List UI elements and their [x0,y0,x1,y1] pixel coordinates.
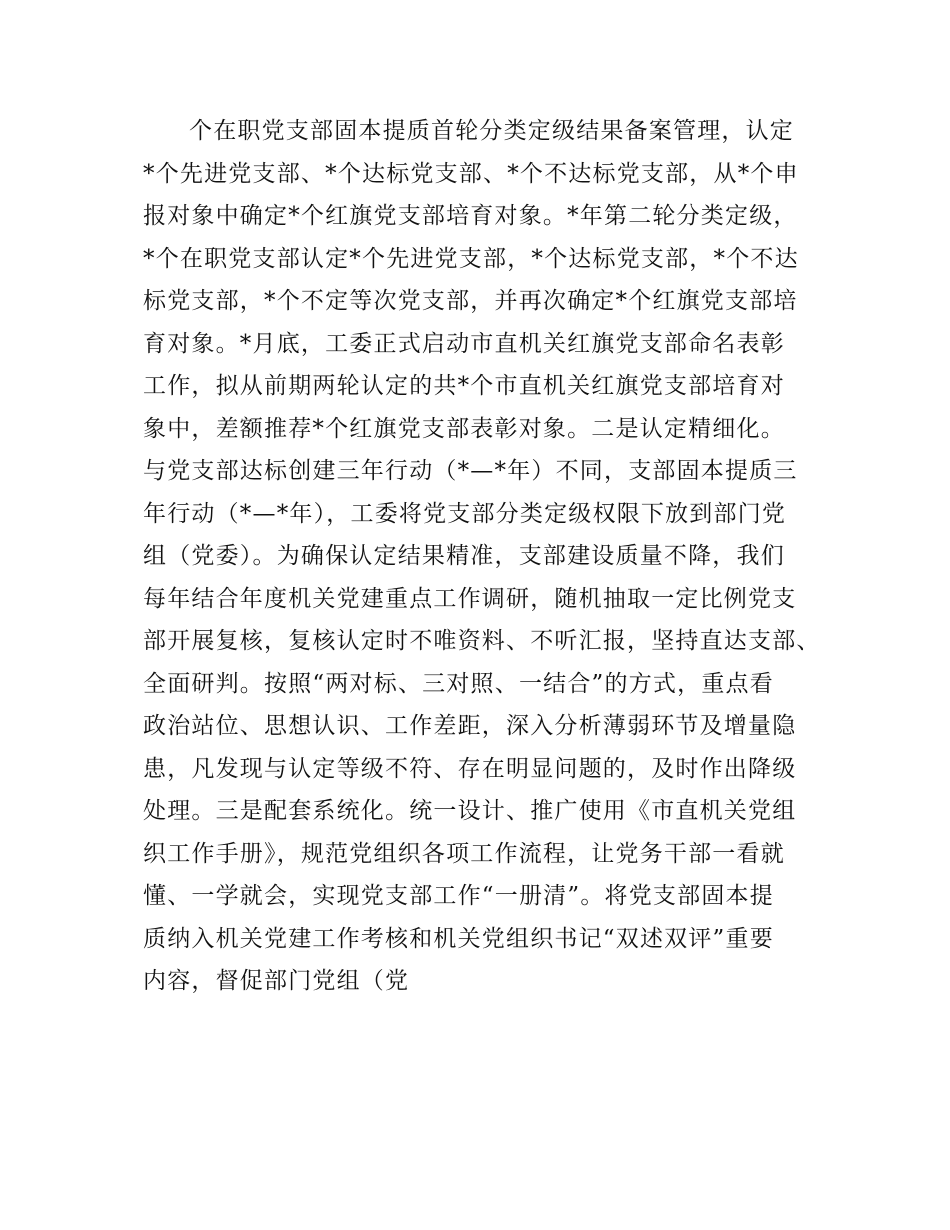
text-line: 象中，差额推荐*个红旗党支部表彰对象。二是认定精细化。 [143,415,785,442]
text-line: 全面研判。按照“两对标、三对照、一结合”的方式，重点看 [143,670,774,697]
text-line: 质纳入机关党建工作考核和机关党组织书记“双述双评”重要 [143,925,774,952]
text-line: 标党支部，*个不定等次党支部，并再次确定*个红旗党支部培 [143,288,798,314]
text-line: 政治站位、思想认识、工作差距，深入分析薄弱环节及增量隐 [143,713,797,739]
text-line: 个在职党支部固本提质首轮分类定级结果备案管理，认定 [189,118,794,144]
text-line: 年行动（*—*年），工委将党支部分类定级权限下放到部门党 [143,500,787,527]
text-line: 工作，拟从前期两轮认定的共*个市直机关红旗党支部培育对 [143,373,785,399]
text-line: 懂、一学就会，实现党支部工作“一册清”。将党支部固本提 [143,883,774,909]
text-line: 每年结合年度机关党建重点工作调研，随机抽取一定比例党支 [143,585,797,612]
body-text [143,110,843,1003]
text-line: 组（党委）。为确保认定结果精准，支部建设质量不降，我们 [143,543,785,569]
text-line: 患，凡发现与认定等级不符、存在明显问题的，及时作出降级 [143,755,797,782]
text-line: 织工作手册》，规范党组织各项工作流程，让党务干部一看就 [143,840,785,867]
text-line: 部开展复核，复核认定时不唯资料、不听汇报，坚持直达支部、 [143,628,821,654]
text-line: *个先进党支部、*个达标党支部、*个不达标党支部，从*个申 [143,160,799,187]
text-line: 报对象中确定*个红旗党支部培育对象。*年第二轮分类定级， [143,203,798,229]
text-line: 育对象。*月底，工委正式启动市直机关红旗党支部命名表彰 [143,330,785,357]
text-line: 处理。三是配套系统化。统一设计、推广使用《市直机关党组 [143,798,797,824]
text-line: *个在职党支部认定*个先进党支部，*个达标党支部，*个不达 [143,245,799,272]
text-line: 内容，督促部门党组（党 [143,968,410,994]
text-line: 与党支部达标创建三年行动（*—*年）不同，支部固本提质三 [143,458,798,484]
